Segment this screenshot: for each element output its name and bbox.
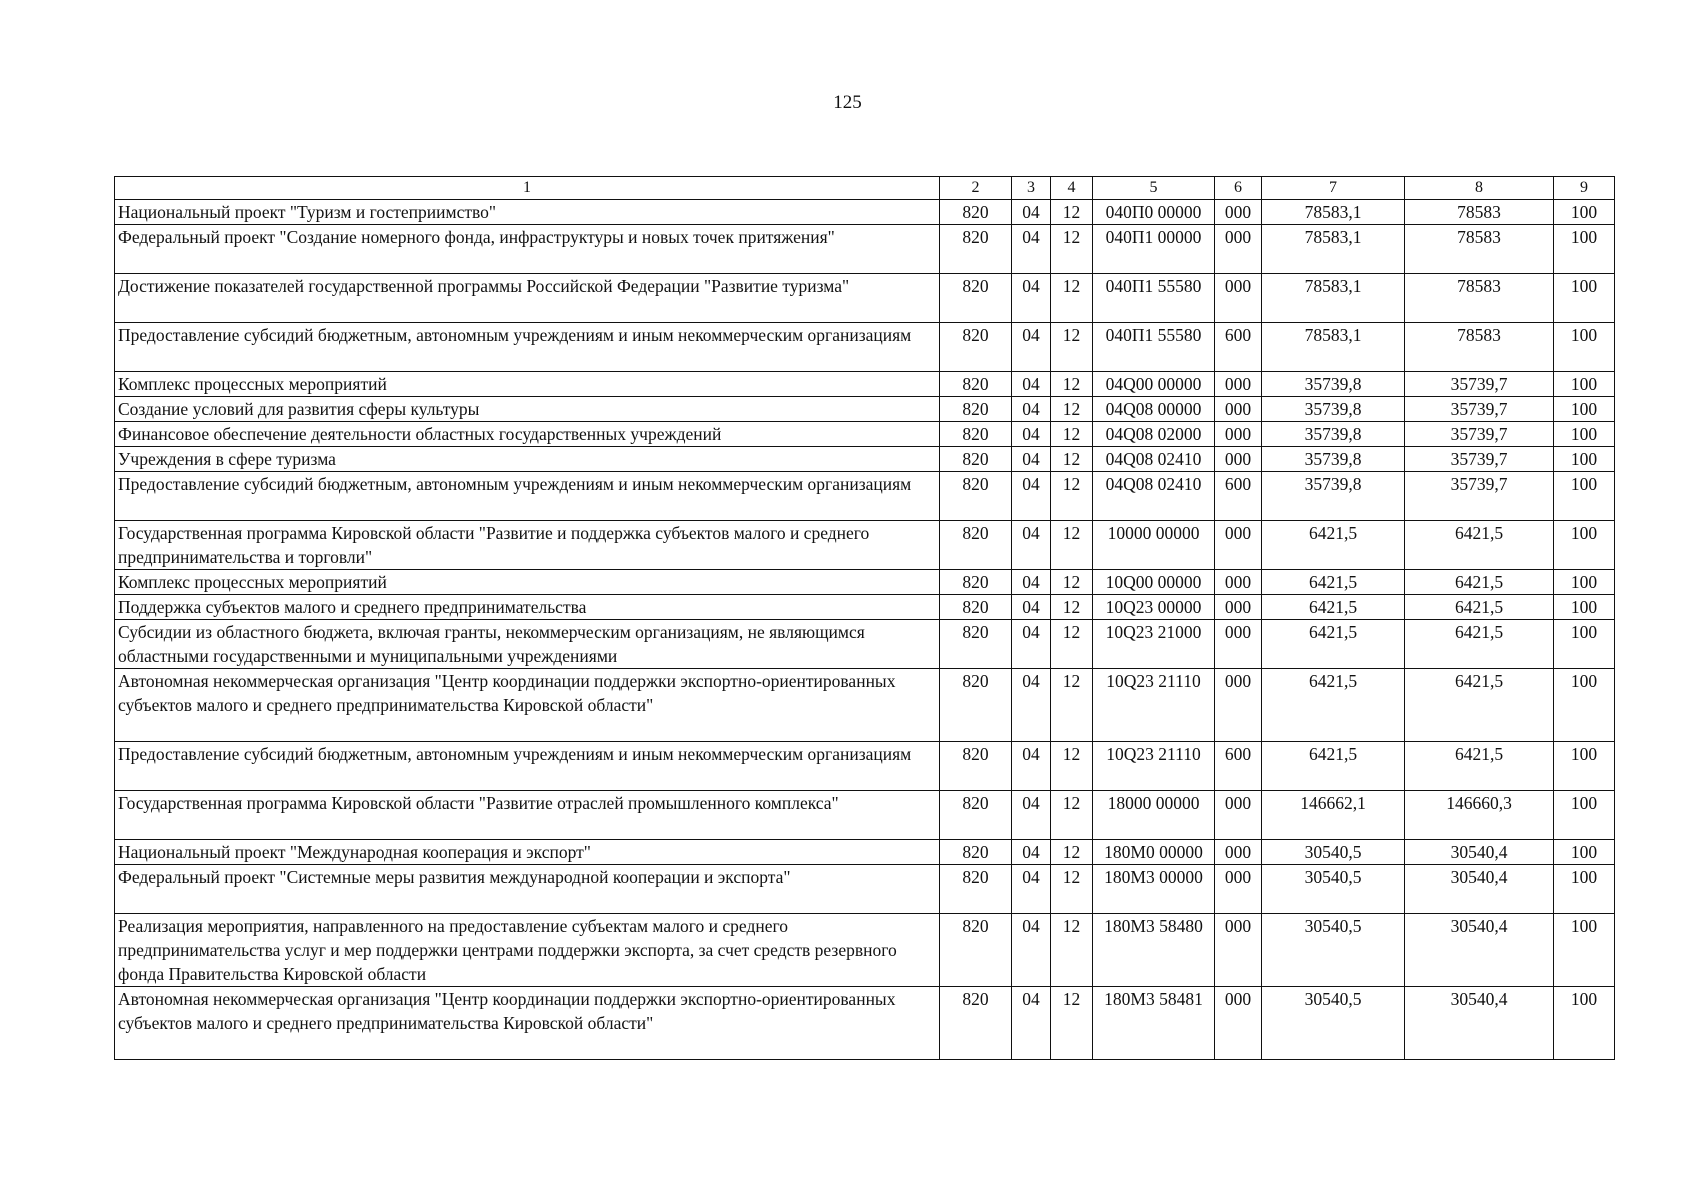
execution-percent-cell: 100 (1554, 372, 1615, 397)
ministry-code-cell: 820 (940, 865, 1012, 914)
execution-percent-cell: 100 (1554, 914, 1615, 987)
table-row (115, 447, 1615, 472)
table-row (115, 225, 1615, 274)
section-code-cell: 04 (1012, 274, 1051, 323)
section-code-cell: 04 (1012, 323, 1051, 372)
row-name-cell: Предоставление субсидий бюджетным, автономным учреждениям и иным некоммерческим организациям (115, 742, 940, 791)
ministry-code-cell: 820 (940, 422, 1012, 447)
subsection-code-cell: 12 (1051, 225, 1093, 274)
subsection-code-cell: 12 (1051, 323, 1093, 372)
header-col-5: 5 (1093, 177, 1215, 200)
expense-type-code-cell: 000 (1215, 447, 1262, 472)
table-row (115, 372, 1615, 397)
execution-percent-cell: 100 (1554, 669, 1615, 742)
target-article-code-cell: 18000 00000 (1093, 791, 1215, 840)
target-article-code-cell: 04Q00 00000 (1093, 372, 1215, 397)
expense-type-code-cell: 000 (1215, 372, 1262, 397)
section-code-cell: 04 (1012, 472, 1051, 521)
ministry-code-cell: 820 (940, 595, 1012, 620)
row-name-cell: Федеральный проект "Создание номерного фонда, инфраструктуры и новых точек притяжения" (115, 225, 940, 274)
page-number: 125 (833, 92, 862, 113)
ministry-code-cell: 820 (940, 669, 1012, 742)
subsection-code-cell: 12 (1051, 840, 1093, 865)
section-code-cell: 04 (1012, 225, 1051, 274)
section-code-cell: 04 (1012, 742, 1051, 791)
executed-amount-cell: 35739,7 (1405, 372, 1554, 397)
subsection-code-cell: 12 (1051, 397, 1093, 422)
executed-amount-cell: 35739,7 (1405, 397, 1554, 422)
planned-amount-cell: 30540,5 (1262, 865, 1405, 914)
ministry-code-cell: 820 (940, 200, 1012, 225)
execution-percent-cell: 100 (1554, 570, 1615, 595)
target-article-code-cell: 10Q23 21110 (1093, 742, 1215, 791)
planned-amount-cell: 6421,5 (1262, 570, 1405, 595)
planned-amount-cell: 78583,1 (1262, 323, 1405, 372)
table-row (115, 742, 1615, 791)
executed-amount-cell: 78583 (1405, 225, 1554, 274)
row-name-cell: Федеральный проект "Системные меры развития международной кооперации и экспорта" (115, 865, 940, 914)
table-row (115, 595, 1615, 620)
executed-amount-cell: 30540,4 (1405, 914, 1554, 987)
expense-type-code-cell: 000 (1215, 865, 1262, 914)
ministry-code-cell: 820 (940, 323, 1012, 372)
target-article-code-cell: 10Q00 00000 (1093, 570, 1215, 595)
row-name-cell: Предоставление субсидий бюджетным, автономным учреждениям и иным некоммерческим организациям (115, 472, 940, 521)
section-code-cell: 04 (1012, 595, 1051, 620)
execution-percent-cell: 100 (1554, 791, 1615, 840)
execution-percent-cell: 100 (1554, 274, 1615, 323)
target-article-code-cell: 10Q23 00000 (1093, 595, 1215, 620)
section-code-cell: 04 (1012, 447, 1051, 472)
row-name-cell: Национальный проект "Туризм и гостеприимство" (115, 200, 940, 225)
executed-amount-cell: 78583 (1405, 200, 1554, 225)
table-row (115, 422, 1615, 447)
subsection-code-cell: 12 (1051, 447, 1093, 472)
expense-type-code-cell: 000 (1215, 987, 1262, 1060)
target-article-code-cell: 10000 00000 (1093, 521, 1215, 570)
execution-percent-cell: 100 (1554, 620, 1615, 669)
section-code-cell: 04 (1012, 669, 1051, 742)
planned-amount-cell: 35739,8 (1262, 422, 1405, 447)
target-article-code-cell: 04Q08 02410 (1093, 447, 1215, 472)
planned-amount-cell: 30540,5 (1262, 914, 1405, 987)
planned-amount-cell: 35739,8 (1262, 472, 1405, 521)
table-row (115, 323, 1615, 372)
subsection-code-cell: 12 (1051, 200, 1093, 225)
execution-percent-cell: 100 (1554, 987, 1615, 1060)
expense-type-code-cell: 000 (1215, 397, 1262, 422)
ministry-code-cell: 820 (940, 840, 1012, 865)
row-name-cell: Достижение показателей государственной программы Российской Федерации "Развитие туризма" (115, 274, 940, 323)
ministry-code-cell: 820 (940, 447, 1012, 472)
execution-percent-cell: 100 (1554, 200, 1615, 225)
subsection-code-cell: 12 (1051, 865, 1093, 914)
table-row (115, 274, 1615, 323)
row-name-cell: Национальный проект "Международная кооперация и экспорт" (115, 840, 940, 865)
table-row (115, 472, 1615, 521)
target-article-code-cell: 04Q08 02410 (1093, 472, 1215, 521)
table-row (115, 865, 1615, 914)
planned-amount-cell: 6421,5 (1262, 742, 1405, 791)
section-code-cell: 04 (1012, 422, 1051, 447)
expense-type-code-cell: 000 (1215, 200, 1262, 225)
planned-amount-cell: 78583,1 (1262, 274, 1405, 323)
subsection-code-cell: 12 (1051, 620, 1093, 669)
subsection-code-cell: 12 (1051, 791, 1093, 840)
header-col-7: 7 (1262, 177, 1405, 200)
row-name-cell: Государственная программа Кировской области "Развитие и поддержка субъектов малого и среднего предпринимательства и торговли" (115, 521, 940, 570)
section-code-cell: 04 (1012, 840, 1051, 865)
subsection-code-cell: 12 (1051, 987, 1093, 1060)
target-article-code-cell: 04Q08 02000 (1093, 422, 1215, 447)
header-col-2: 2 (940, 177, 1012, 200)
executed-amount-cell: 6421,5 (1405, 521, 1554, 570)
header-col-9: 9 (1554, 177, 1615, 200)
target-article-code-cell: 180М3 58480 (1093, 914, 1215, 987)
planned-amount-cell: 78583,1 (1262, 225, 1405, 274)
executed-amount-cell: 35739,7 (1405, 447, 1554, 472)
subsection-code-cell: 12 (1051, 914, 1093, 987)
planned-amount-cell: 35739,8 (1262, 447, 1405, 472)
expense-type-code-cell: 600 (1215, 323, 1262, 372)
executed-amount-cell: 146660,3 (1405, 791, 1554, 840)
ministry-code-cell: 820 (940, 987, 1012, 1060)
executed-amount-cell: 6421,5 (1405, 742, 1554, 791)
header-col-1: 1 (115, 177, 940, 200)
expense-type-code-cell: 000 (1215, 791, 1262, 840)
expense-type-code-cell: 600 (1215, 742, 1262, 791)
row-name-cell: Предоставление субсидий бюджетным, автономным учреждениям и иным некоммерческим организациям (115, 323, 940, 372)
section-code-cell: 04 (1012, 791, 1051, 840)
executed-amount-cell: 6421,5 (1405, 570, 1554, 595)
subsection-code-cell: 12 (1051, 570, 1093, 595)
execution-percent-cell: 100 (1554, 840, 1615, 865)
ministry-code-cell: 820 (940, 914, 1012, 987)
planned-amount-cell: 6421,5 (1262, 595, 1405, 620)
header-col-6: 6 (1215, 177, 1262, 200)
header-col-8: 8 (1405, 177, 1554, 200)
table-row (115, 570, 1615, 595)
ministry-code-cell: 820 (940, 225, 1012, 274)
expense-type-code-cell: 000 (1215, 620, 1262, 669)
table-row (115, 620, 1615, 669)
ministry-code-cell: 820 (940, 521, 1012, 570)
executed-amount-cell: 35739,7 (1405, 422, 1554, 447)
section-code-cell: 04 (1012, 372, 1051, 397)
ministry-code-cell: 820 (940, 791, 1012, 840)
execution-percent-cell: 100 (1554, 225, 1615, 274)
target-article-code-cell: 04Q08 00000 (1093, 397, 1215, 422)
expense-type-code-cell: 000 (1215, 840, 1262, 865)
expense-type-code-cell: 000 (1215, 422, 1262, 447)
row-name-cell: Учреждения в сфере туризма (115, 447, 940, 472)
expense-type-code-cell: 000 (1215, 274, 1262, 323)
planned-amount-cell: 146662,1 (1262, 791, 1405, 840)
ministry-code-cell: 820 (940, 620, 1012, 669)
target-article-code-cell: 040П0 00000 (1093, 200, 1215, 225)
target-article-code-cell: 040П1 55580 (1093, 274, 1215, 323)
row-name-cell: Финансовое обеспечение деятельности областных государственных учреждений (115, 422, 940, 447)
subsection-code-cell: 12 (1051, 422, 1093, 447)
target-article-code-cell: 180М3 00000 (1093, 865, 1215, 914)
row-name-cell: Комплекс процессных мероприятий (115, 570, 940, 595)
planned-amount-cell: 78583,1 (1262, 200, 1405, 225)
section-code-cell: 04 (1012, 620, 1051, 669)
section-code-cell: 04 (1012, 200, 1051, 225)
execution-percent-cell: 100 (1554, 447, 1615, 472)
row-name-cell: Автономная некоммерческая организация "Центр координации поддержки экспортно-ориентированных субъектов малого и среднего предпринимательства Кировской области" (115, 669, 940, 742)
subsection-code-cell: 12 (1051, 742, 1093, 791)
ministry-code-cell: 820 (940, 372, 1012, 397)
row-name-cell: Автономная некоммерческая организация "Центр координации поддержки экспортно-ориентированных субъектов малого и среднего предпринимательства Кировской области" (115, 987, 940, 1060)
section-code-cell: 04 (1012, 865, 1051, 914)
subsection-code-cell: 12 (1051, 669, 1093, 742)
section-code-cell: 04 (1012, 987, 1051, 1060)
ministry-code-cell: 820 (940, 274, 1012, 323)
row-name-cell: Комплекс процессных мероприятий (115, 372, 940, 397)
planned-amount-cell: 6421,5 (1262, 669, 1405, 742)
budget-table (114, 176, 1615, 1060)
budget-table-container (114, 176, 1614, 1060)
subsection-code-cell: 12 (1051, 372, 1093, 397)
planned-amount-cell: 35739,8 (1262, 372, 1405, 397)
planned-amount-cell: 6421,5 (1262, 521, 1405, 570)
execution-percent-cell: 100 (1554, 521, 1615, 570)
executed-amount-cell: 78583 (1405, 323, 1554, 372)
header-col-4: 4 (1051, 177, 1093, 200)
target-article-code-cell: 10Q23 21110 (1093, 669, 1215, 742)
target-article-code-cell: 040П1 00000 (1093, 225, 1215, 274)
expense-type-code-cell: 000 (1215, 225, 1262, 274)
executed-amount-cell: 35739,7 (1405, 472, 1554, 521)
expense-type-code-cell: 000 (1215, 521, 1262, 570)
executed-amount-cell: 6421,5 (1405, 669, 1554, 742)
executed-amount-cell: 30540,4 (1405, 987, 1554, 1060)
expense-type-code-cell: 000 (1215, 669, 1262, 742)
subsection-code-cell: 12 (1051, 274, 1093, 323)
execution-percent-cell: 100 (1554, 865, 1615, 914)
target-article-code-cell: 180М0 00000 (1093, 840, 1215, 865)
execution-percent-cell: 100 (1554, 397, 1615, 422)
expense-type-code-cell: 600 (1215, 472, 1262, 521)
expense-type-code-cell: 000 (1215, 570, 1262, 595)
section-code-cell: 04 (1012, 397, 1051, 422)
executed-amount-cell: 6421,5 (1405, 595, 1554, 620)
table-row (115, 669, 1615, 742)
table-row (115, 840, 1615, 865)
table-row (115, 397, 1615, 422)
row-name-cell: Субсидии из областного бюджета, включая гранты, некоммерческим организациям, не являющимся областными государственными и муниципальными учреждениями (115, 620, 940, 669)
execution-percent-cell: 100 (1554, 422, 1615, 447)
subsection-code-cell: 12 (1051, 472, 1093, 521)
executed-amount-cell: 30540,4 (1405, 840, 1554, 865)
executed-amount-cell: 78583 (1405, 274, 1554, 323)
section-code-cell: 04 (1012, 914, 1051, 987)
header-col-3: 3 (1012, 177, 1051, 200)
target-article-code-cell: 180М3 58481 (1093, 987, 1215, 1060)
table-row (115, 200, 1615, 225)
planned-amount-cell: 30540,5 (1262, 987, 1405, 1060)
row-name-cell: Создание условий для развития сферы культуры (115, 397, 940, 422)
section-code-cell: 04 (1012, 570, 1051, 595)
row-name-cell: Реализация мероприятия, направленного на предоставление субъектам малого и среднего предпринимательства услуг и мер поддержки центрами поддержки экспорта, за счет средств резервного фонда Правительства Кировской области (115, 914, 940, 987)
subsection-code-cell: 12 (1051, 521, 1093, 570)
target-article-code-cell: 040П1 55580 (1093, 323, 1215, 372)
ministry-code-cell: 820 (940, 570, 1012, 595)
planned-amount-cell: 6421,5 (1262, 620, 1405, 669)
execution-percent-cell: 100 (1554, 323, 1615, 372)
table-row (115, 791, 1615, 840)
table-body (115, 200, 1615, 1060)
execution-percent-cell: 100 (1554, 595, 1615, 620)
ministry-code-cell: 820 (940, 742, 1012, 791)
row-name-cell: Поддержка субъектов малого и среднего предпринимательства (115, 595, 940, 620)
ministry-code-cell: 820 (940, 397, 1012, 422)
executed-amount-cell: 6421,5 (1405, 620, 1554, 669)
execution-percent-cell: 100 (1554, 742, 1615, 791)
executed-amount-cell: 30540,4 (1405, 865, 1554, 914)
expense-type-code-cell: 000 (1215, 595, 1262, 620)
table-row (115, 987, 1615, 1060)
execution-percent-cell: 100 (1554, 472, 1615, 521)
ministry-code-cell: 820 (940, 472, 1012, 521)
header-row (115, 177, 1615, 200)
expense-type-code-cell: 000 (1215, 914, 1262, 987)
table-row (115, 914, 1615, 987)
section-code-cell: 04 (1012, 521, 1051, 570)
subsection-code-cell: 12 (1051, 595, 1093, 620)
target-article-code-cell: 10Q23 21000 (1093, 620, 1215, 669)
planned-amount-cell: 30540,5 (1262, 840, 1405, 865)
row-name-cell: Государственная программа Кировской области "Развитие отраслей промышленного комплекса" (115, 791, 940, 840)
table-row (115, 521, 1615, 570)
planned-amount-cell: 35739,8 (1262, 397, 1405, 422)
